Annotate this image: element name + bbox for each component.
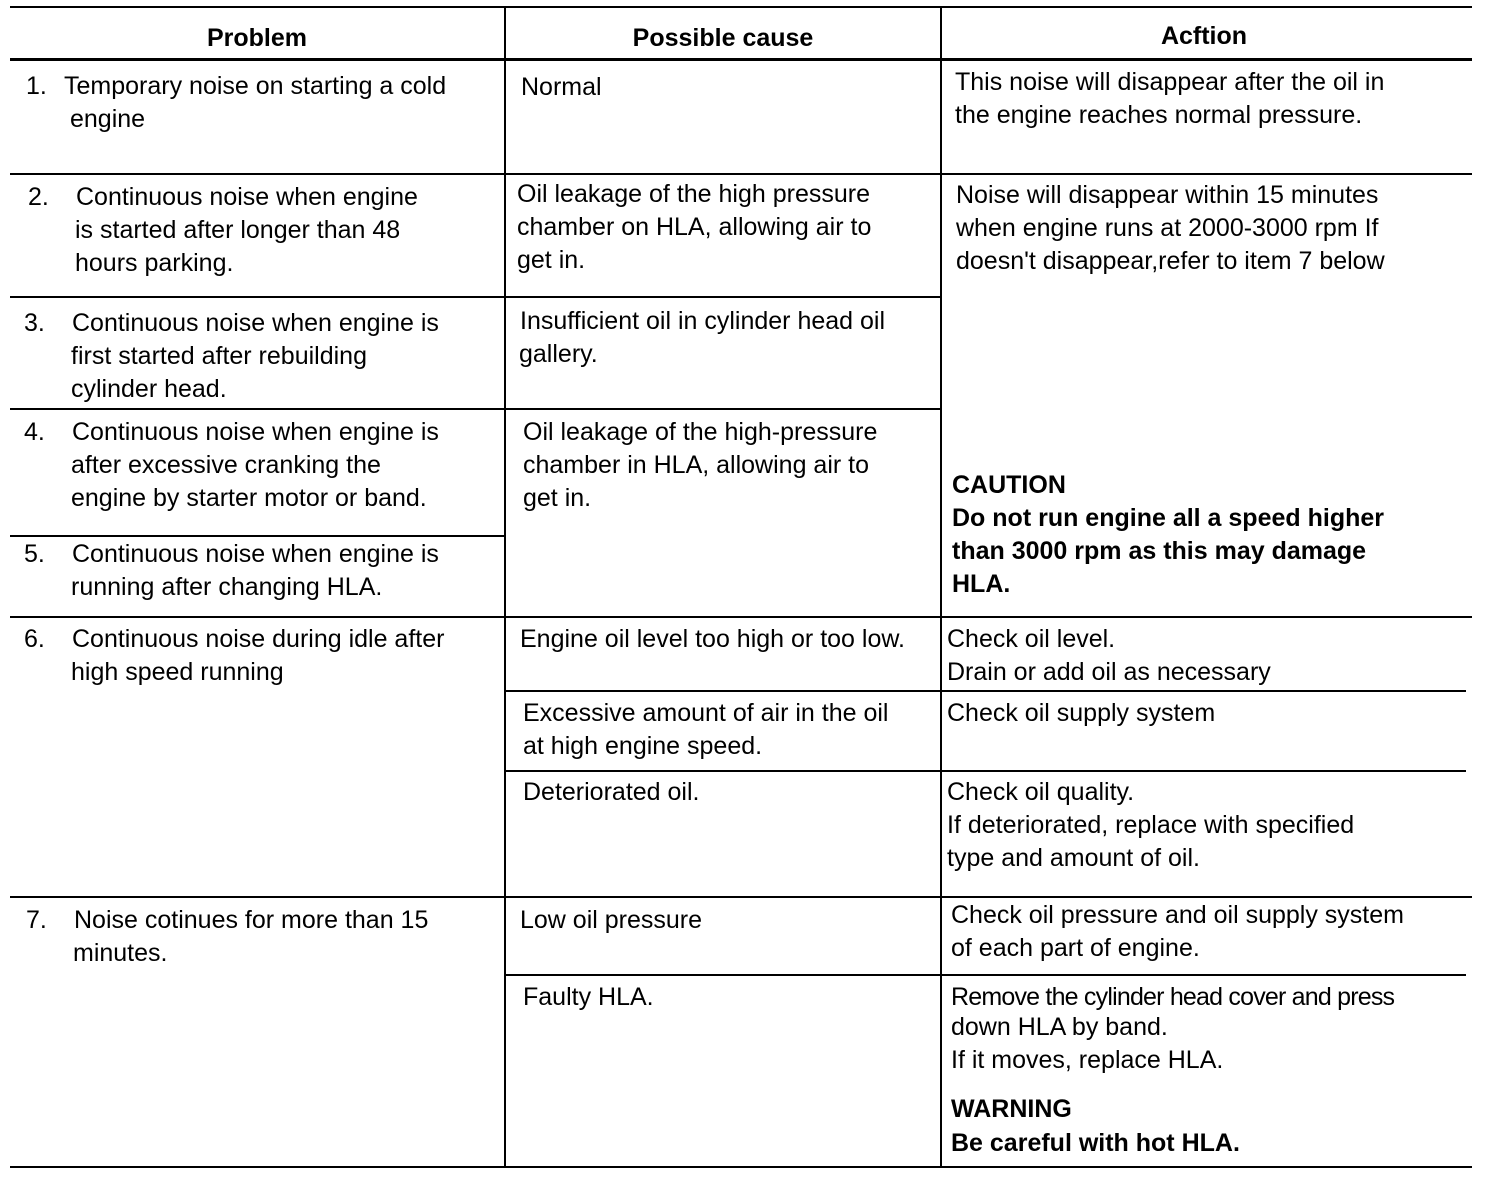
caution-text: Do not run engine all a speed higher [952,504,1384,532]
problem-text: hours parking. [75,249,234,277]
column-divider-1 [504,6,506,1168]
problem-text: Continuous noise when engine is [72,309,439,337]
problem-text: Continuous noise when engine is [72,540,439,568]
problem-number: 2. [28,183,49,211]
header-divider [10,58,1472,61]
cause-text: Oil leakage of the high pressure [517,180,870,208]
problem-text: first started after rebuilding [71,342,367,370]
cause-text: Low oil pressure [520,906,703,934]
warning-text: Be careful with hot HLA. [951,1129,1240,1157]
cause-text: Normal [521,73,602,101]
problem-text: Noise cotinues for more than 15 [74,906,429,934]
action-text: If deteriorated, replace with specified [947,811,1355,839]
action-text: doesn't disappear,refer to item 7 below [956,247,1385,275]
problem-text: Continuous noise during idle after [72,625,445,653]
action-text: the engine reaches normal pressure. [955,101,1363,129]
action-text: down HLA by band. [951,1013,1168,1041]
problem-text: engine by starter motor or band. [71,484,427,512]
cause-text: Oil leakage of the high-pressure [523,418,878,446]
row-divider [10,408,942,410]
row-divider [10,296,942,298]
header-problem: Problem [206,24,308,52]
table-bottom-border [10,1166,1472,1168]
row-divider [10,535,504,537]
row-divider [10,616,1472,618]
row-divider [10,173,1472,175]
warning-title: WARNING [951,1095,1072,1123]
action-text: This noise will disappear after the oil in [955,68,1385,96]
header-possible-cause: Possible cause [632,24,814,52]
problem-text: after excessive cranking the [71,451,381,479]
problem-text: Temporary noise on starting a cold [64,72,447,100]
problem-number: 4. [24,418,45,446]
cause-text: Engine oil level too high or too low. [520,625,905,653]
cause-text: Excessive amount of air in the oil [523,699,889,727]
cause-text: Deteriorated oil. [523,778,700,806]
caution-text: than 3000 rpm as this may damage [952,537,1367,565]
problem-text: cylinder head. [71,375,227,403]
action-text: Check oil supply system [947,699,1216,727]
header-action: Acftion [1160,22,1248,50]
cause-text: Insufficient oil in cylinder head oil [520,307,886,335]
cause-text: Faulty HLA. [523,983,654,1011]
action-text: Check oil pressure and oil supply system [951,901,1404,929]
problem-text: Continuous noise when engine is [72,418,439,446]
action-text: If it moves, replace HLA. [951,1046,1224,1074]
action-text: Drain or add oil as necessary [947,658,1271,686]
problem-number: 5. [24,540,45,568]
row-divider [504,770,1466,772]
table-top-border [10,6,1472,8]
action-text: Check oil quality. [947,778,1135,806]
action-text: when engine runs at 2000-3000 rpm If [956,214,1379,242]
cause-text: chamber on HLA, allowing air to [517,213,872,241]
caution-title: CAUTION [952,471,1066,499]
problem-number: 3. [24,309,45,337]
action-text: Noise will disappear within 15 minutes [956,181,1379,209]
caution-text: HLA. [952,570,1011,598]
row-divider [504,974,1466,976]
cause-text: at high engine speed. [523,732,763,760]
problem-number: 6. [24,625,45,653]
action-text: Remove the cylinder head cover and press [951,983,1395,1011]
action-text: Check oil level. [947,625,1116,653]
problem-text: engine [70,105,146,133]
problem-text: minutes. [73,939,168,967]
column-divider-2 [940,6,942,1168]
cause-text: chamber in HLA, allowing air to [523,451,869,479]
problem-number: 7. [26,906,47,934]
cause-text: get in. [523,484,592,512]
action-text: of each part of engine. [951,934,1200,962]
problem-text: Continuous noise when engine [76,183,418,211]
problem-text: high speed running [71,658,284,686]
problem-text: running after changing HLA. [71,573,383,601]
cause-text: get in. [517,246,586,274]
cause-text: gallery. [519,340,598,368]
problem-number: 1. [26,72,47,100]
row-divider [504,690,1466,692]
problem-text: is started after longer than 48 [75,216,401,244]
row-divider [10,896,1472,898]
action-text: type and amount of oil. [947,844,1200,872]
